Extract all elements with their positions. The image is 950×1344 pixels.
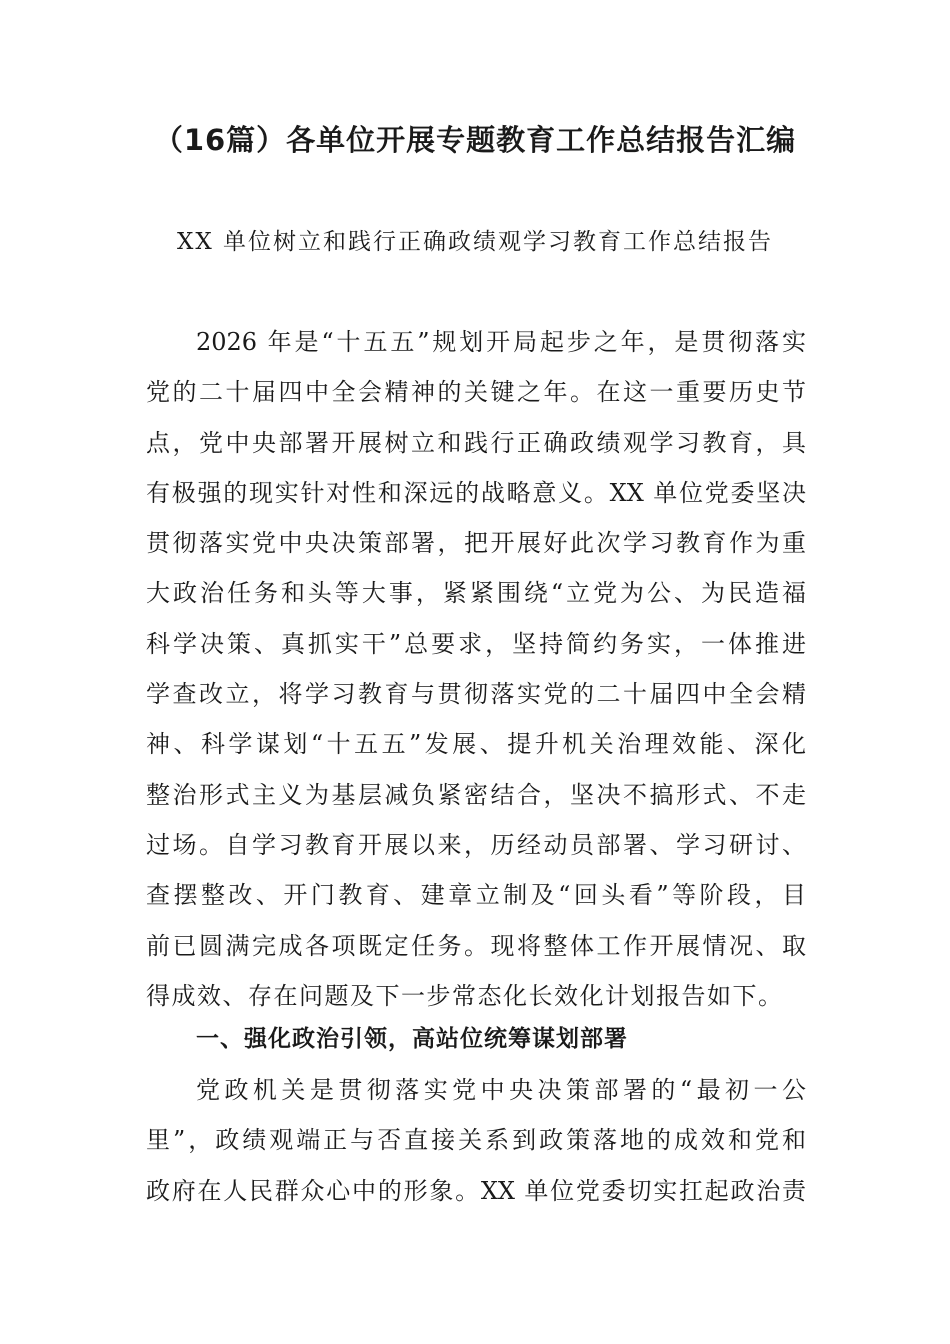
paragraph-line: 里”，政绩观端正与否直接关系到政策落地的成效和党和 — [146, 1126, 806, 1155]
paragraph-line: 神、科学谋划“十五五”发展、提升机关治理效能、深化 — [146, 730, 806, 759]
paragraph-line: 政府在人民群众心中的形象。XX 单位党委切实扛起政治责 — [146, 1176, 806, 1205]
section-heading: 一、强化政治引领，高站位统筹谋划部署 — [196, 1026, 628, 1052]
paragraph-line: 大政治任务和头等大事，紧紧围绕“立党为公、为民造福 — [146, 579, 806, 608]
paragraph-section-1 — [146, 1065, 806, 1216]
paragraph-intro — [146, 317, 806, 1021]
paragraph-line: 整治形式主义为基层减负紧密结合，坚决不搞形式、不走 — [146, 780, 806, 809]
paragraph-line: 过场。自学习教育开展以来，历经动员部署、学习研讨、 — [146, 830, 806, 859]
document-title: （16篇）各单位开展专题教育工作总结报告汇编 — [153, 123, 797, 157]
document-subtitle: XX 单位树立和践行正确政绩观学习教育工作总结报告 — [176, 229, 774, 255]
paragraph-line: 贯彻落实党中央决策部署，把开展好此次学习教育作为重 — [146, 529, 806, 558]
paragraph-line: 前已圆满完成各项既定任务。现将整体工作开展情况、取 — [146, 931, 806, 960]
paragraph-line: 科学决策、真抓实干”总要求，坚持简约务实，一体推进 — [146, 629, 806, 658]
paragraph-line: 得成效、存在问题及下一步常态化长效化计划报告如下。 — [146, 981, 784, 1010]
paragraph-line: 点，党中央部署开展树立和践行正确政绩观学习教育，具 — [146, 428, 806, 457]
paragraph-line: 党政机关是贯彻落实党中央决策部署的“最初一公 — [196, 1076, 806, 1104]
paragraph-line: 2026 年是“十五五”规划开局起步之年，是贯彻落实 — [196, 328, 806, 356]
paragraph-line: 学查改立，将学习教育与贯彻落实党的二十届四中全会精 — [146, 680, 806, 709]
paragraph-line: 查摆整改、开门教育、建章立制及“回头看”等阶段，目 — [146, 881, 806, 910]
paragraph-line: 有极强的现实针对性和深远的战略意义。XX 单位党委坚决 — [146, 478, 806, 507]
paragraph-line: 党的二十届四中全会精神的关键之年。在这一重要历史节 — [146, 378, 806, 407]
